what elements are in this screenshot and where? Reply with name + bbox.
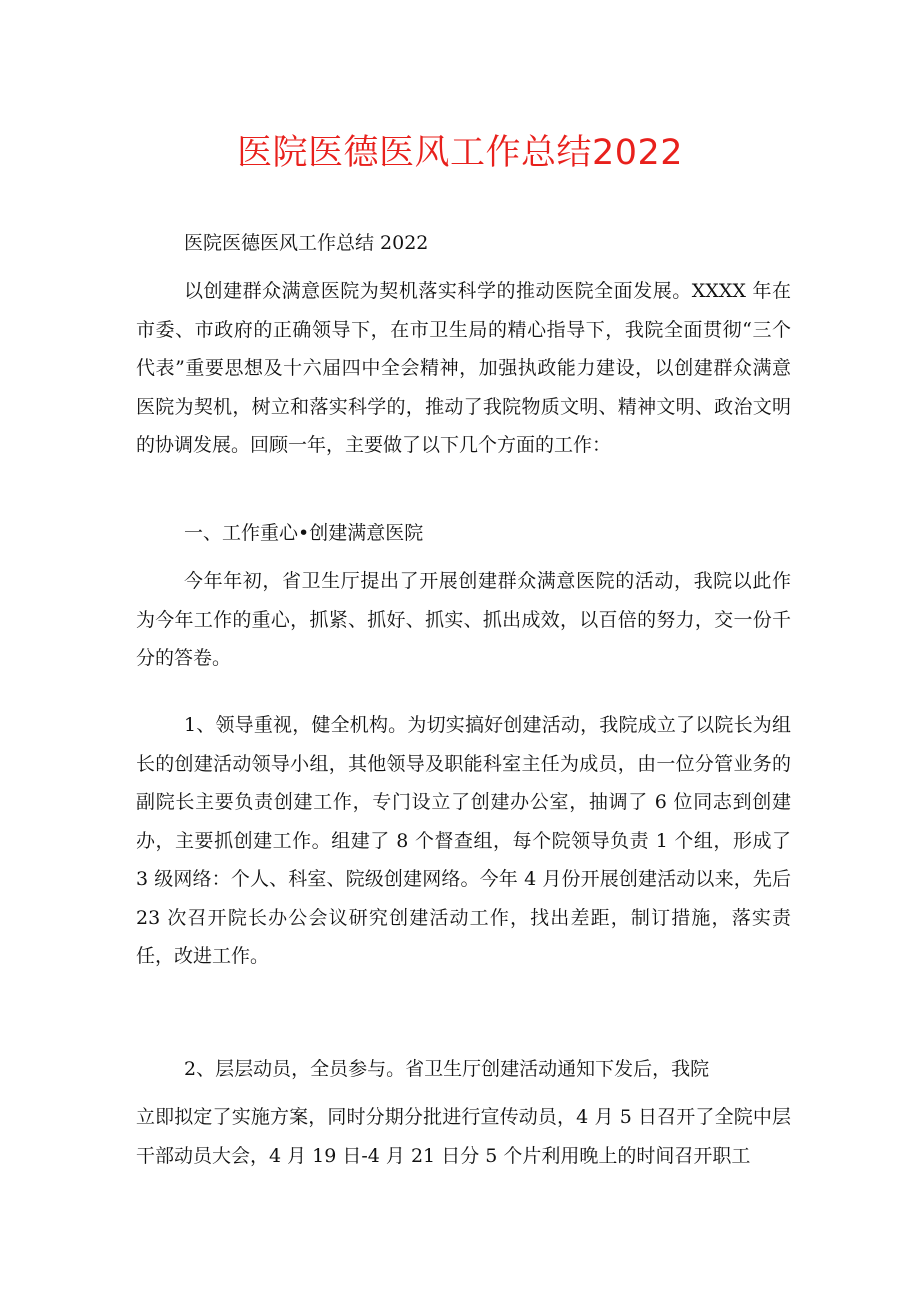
section-1-paragraph: 今年年初，省卫生厅提出了开展创建群众满意医院的活动，我院以此作为今年工作的重心，抓紧、抓好、抓实、抓出成效，以百倍的努力，交一份千分的答卷。: [136, 570, 791, 669]
item-2-paragraph: 2、层层动员，全员参与。省卫生厅创建活动通知下发后，我院: [184, 1058, 710, 1080]
document-subtitle: 医院医德医风工作总结 2022: [184, 232, 429, 254]
section-heading-1: 一、工作重心•创建满意医院: [184, 522, 424, 544]
item-2-continuation: 立即拟定了实施方案，同时分期分批进行宣传动员，4 月 5 日召开了全院中层干部动员大会，4 月 19 日-4 月 21 日分 5 个片利用晚上的时间召开职工: [136, 1106, 791, 1167]
item-1-paragraph: 1、领导重视，健全机构。为切实搞好创建活动，我院成立了以院长为组长的创建活动领导小组，其他领导及职能科室主任为成员，由一位分管业务的副院长主要负责创建工作，专门设立了创建办公室，抽调了 6 位同志到创建办，主要抓创建工作。组建了 8 个督查组，每个院领导负责 1 个组，形成了 3 级网络：个人、科室、院级创建网络。今年 4 月份开展创建活动以来，先后 23 次召开院长办公会议研究创建活动工作，找出差距，制订措施，落实责任，改进工作。: [136, 714, 791, 967]
document-title: 医院医德医风工作总结2022: [236, 133, 684, 173]
intro-paragraph: 以创建群众满意医院为契机落实科学的推动医院全面发展。XXXX 年在市委、市政府的正确领导下，在市卫生局的精心指导下，我院全面贯彻“三个代表”重要思想及十六届四中全会精神，加强执政能力建设，以创建群众满意医院为契机，树立和落实科学的，推动了我院物质文明、精神文明、政治文明的协调发展。回顾一年，主要做了以下几个方面的工作：: [136, 280, 791, 456]
